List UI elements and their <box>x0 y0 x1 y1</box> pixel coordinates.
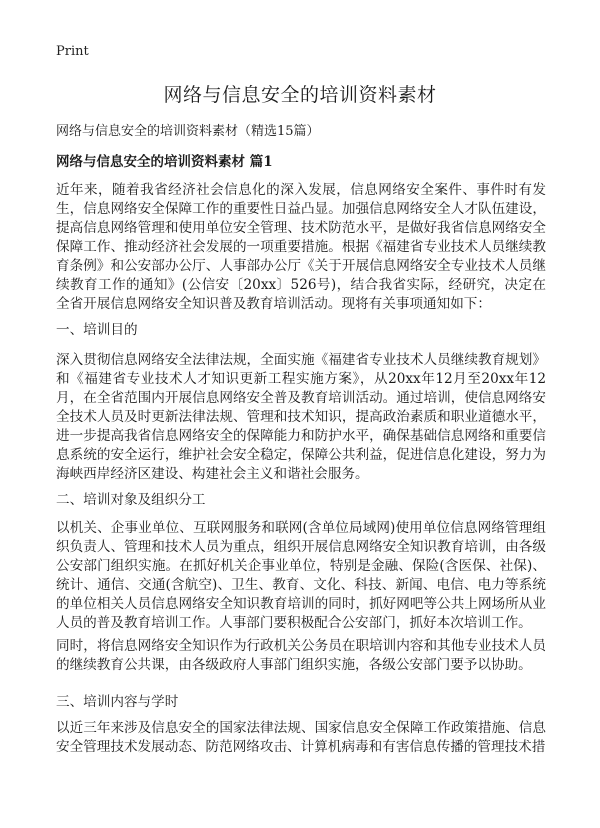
heading-training-content: 三、培训内容与学时 <box>56 694 179 710</box>
paragraph-civil-servants: 同时，将信息网络安全知识作为行政机关公务员在职培训内容和其他专业技术人员的继续教育公共课，由各级政府人事部门组织实施，各级公安部门要予以协助。 <box>56 638 546 673</box>
heading-training-targets: 二、培训对象及组织分工 <box>56 492 206 508</box>
paragraph-training-purpose: 深入贯彻信息网络安全法律法规，全面实施《福建省专业技术人员继续教育规划》和《福建省专业技术人才知识更新工程实施方案》，从20xx年12月至20xx年12月，在全省范围内开展信息网络安全普及教育培训活动。通过培训，使信息网络安全技术人员及时更新法律法规、管理和技术知识，提高政治素质和职业道德水平，进一步提高我省信息网络安全的保障能力和防护水平，确保基础信息网络和重要信息系统的安全运行，维护社会安全稳定，保障公共利益，促进信息化建设，努力为海峡西岸经济区建设、构建社会主义和谐社会服务。 <box>56 352 546 482</box>
paragraph-intro: 近年来，随着我省经济社会信息化的深入发展，信息网络安全案件、事件时有发生，信息网络安全保障工作的重要性日益凸显。加强信息网络安全人才队伍建设，提高信息网络管理和使用单位安全管理、技术防范水平，是做好我省信息网络安全保障工作、推动经济社会发展的一项重要措施。根据《福建省专业技术人员继续教育条例》和公安部办公厅、人事部办公厅《关于开展信息网络安全专业技术人员继续教育工作的通知》(公信安〔20xx〕526号)，结合我省实际，经研究，决定在全省开展信息网络安全知识普及教育培训活动。现将有关事项通知如下： <box>56 182 546 312</box>
page-title: 网络与信息安全的培训资料素材 <box>163 84 437 106</box>
paragraph-training-targets: 以机关、企事业单位、互联网服务和联网(含单位局域网)使用单位信息网络管理组织负责人、管理和技术人员为重点，组织开展信息网络安全知识教育培训，由各级公安部门组织实施。在抓好机关企事业单位，特别是金融、保险(含医保、社保)、统计、通信、交通(含航空)、卫生、教育、文化、科技、新闻、电信、电力等系统的单位相关人员信息网络安全知识教育培训的同时，抓好网吧等公共上网场所从业人员的普及教育培训工作。人事部门要积极配合公安部门，抓好本次培训工作。 <box>56 520 546 631</box>
document-subtitle: 网络与信息安全的培训资料素材（精选15篇） <box>56 124 320 139</box>
section-heading: 网络与信息安全的培训资料素材 篇1 <box>56 154 273 170</box>
paragraph-training-content: 以近三年来涉及信息安全的国家法律法规、国家信息安全保障工作政策措施、信息安全管理技术发展动态、防范网络攻击、计算机病毒和有害信息传播的管理技术措 <box>56 720 546 755</box>
print-link[interactable]: Print <box>56 44 89 59</box>
heading-training-purpose: 一、培训目的 <box>56 322 138 338</box>
